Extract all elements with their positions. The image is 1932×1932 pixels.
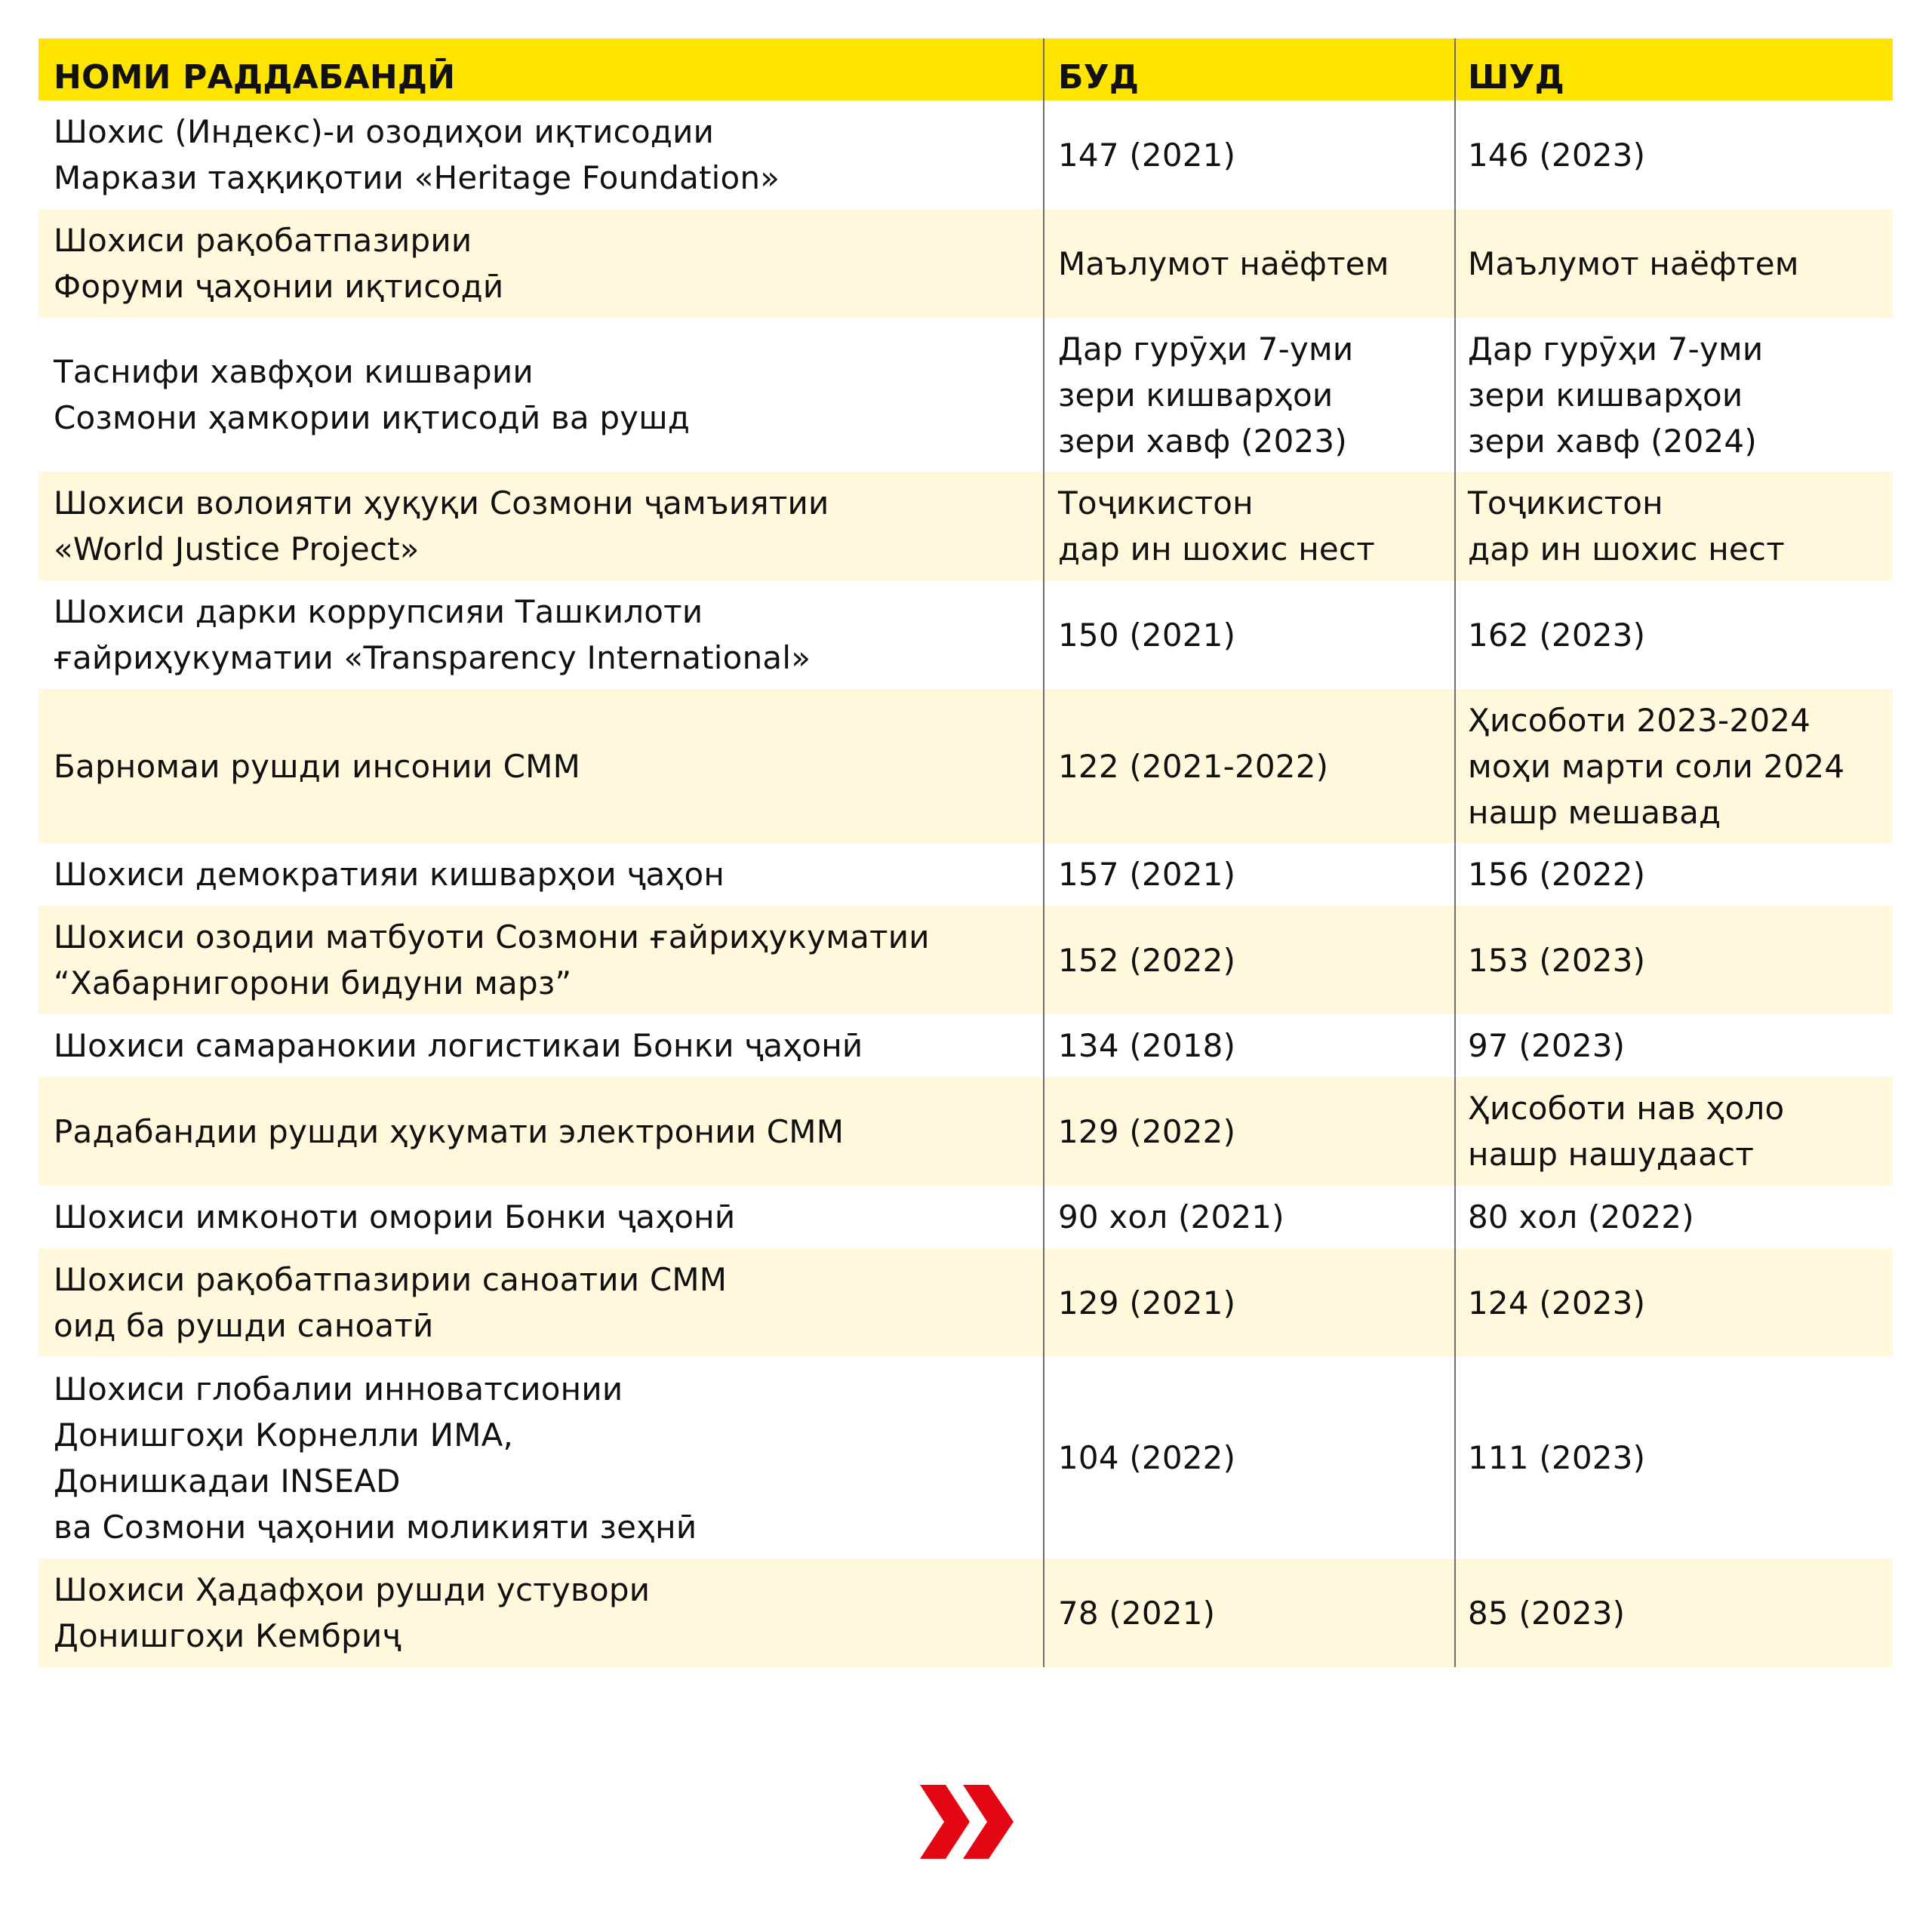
cell-now: 146 (2023) — [1454, 100, 1893, 209]
header-now: ШУД — [1454, 38, 1893, 100]
cell-now: Маълумот наёфтем — [1454, 209, 1893, 318]
cell-ranking-name: Шохиси рақобатпазирии Форуми ҷаҳонии иқтисодӣ — [54, 222, 504, 305]
cell-ranking-name: Шохиси демократияи кишварҳои ҷаҳон — [54, 856, 725, 893]
cell-now: 80 хол (2022) — [1454, 1186, 1893, 1248]
double-chevron-right-icon[interactable] — [920, 1785, 1014, 1859]
cell-ranking-name: Шохиси озодии матбуоти Созмони ғайриҳукуматии “Хабарнигорони бидуни марз” — [54, 918, 930, 1001]
table-row — [38, 100, 1893, 209]
double-chevron-right-icon-graphic — [920, 1785, 1014, 1859]
table-row — [38, 1558, 1893, 1667]
cell-was: 90 хол (2021) — [1043, 1186, 1454, 1248]
table-row — [38, 906, 1893, 1014]
cell-now: Ҳисоботи 2023-2024 моҳи марти соли 2024 нашр мешавад — [1454, 689, 1893, 843]
cell-was: Тоҷикистон дар ин шохис нест — [1043, 472, 1454, 580]
cell-ranking-name: Барномаи рушди инсонии СММ — [54, 747, 581, 785]
cell-now: Ҳисоботи нав ҳоло нашр нашудааст — [1454, 1077, 1893, 1186]
cell-was: 129 (2022) — [1043, 1077, 1454, 1186]
cell-ranking-name: Радабандии рушди ҳукумати электронии СММ — [54, 1112, 844, 1150]
cell-was: 104 (2022) — [1043, 1357, 1454, 1558]
cell-ranking-name: Шохиси Ҳадафҳои рушди устувори Донишгоҳи Кембриҷ — [54, 1571, 651, 1654]
cell-now: 97 (2023) — [1454, 1014, 1893, 1077]
table-row — [38, 1248, 1893, 1357]
table-row — [38, 843, 1893, 906]
cell-now: Тоҷикистон дар ин шохис нест — [1454, 472, 1893, 580]
table-row — [38, 1014, 1893, 1077]
cell-was: 152 (2022) — [1043, 906, 1454, 1014]
cell-ranking-name: Таснифи хавфҳои кишварии Созмони ҳамкории иқтисодӣ ва рушд — [54, 353, 691, 436]
table-row — [38, 472, 1893, 580]
cell-was: 122 (2021-2022) — [1043, 689, 1454, 843]
table-row — [38, 209, 1893, 318]
table-row — [38, 1186, 1893, 1248]
cell-now: 111 (2023) — [1454, 1357, 1893, 1558]
cell-now: 153 (2023) — [1454, 906, 1893, 1014]
cell-was: 147 (2021) — [1043, 100, 1454, 209]
cell-was: Дар гурӯҳи 7-уми зери кишварҳои зери хавф (2023) — [1043, 318, 1454, 472]
cell-now: 124 (2023) — [1454, 1248, 1893, 1357]
cell-ranking-name: Шохиси дарки коррупсияи Ташкилоти ғайриҳукуматии «Transparency International» — [54, 593, 811, 676]
cell-ranking-name: Шохиси имконоти омории Бонки ҷаҳонӣ — [54, 1198, 736, 1235]
cell-now: 85 (2023) — [1454, 1558, 1893, 1667]
table-row — [38, 1077, 1893, 1186]
cell-was: 78 (2021) — [1043, 1558, 1454, 1667]
cell-ranking-name: Шохиси рақобатпазирии саноатии СММ оид ба рушди саноатӣ — [54, 1261, 728, 1344]
cell-ranking-name: Шохис (Индекс)-и озодиҳои иқтисодии Маркази таҳқиқотии «Heritage Foundation» — [54, 113, 780, 196]
cell-now: 156 (2022) — [1454, 843, 1893, 906]
header-was: БУД — [1043, 38, 1454, 100]
table-row — [38, 689, 1893, 843]
header-ranking-name: НОМИ РАДДАБАНДӢ — [54, 58, 456, 97]
table-row — [38, 318, 1893, 472]
table-row — [38, 580, 1893, 689]
cell-ranking-name: Шохиси самаранокии логистикаи Бонки ҷаҳонӣ — [54, 1027, 863, 1064]
cell-ranking-name: Шохиси волоияти ҳуқуқи Созмони ҷамъиятии «World Justice Project» — [54, 485, 829, 568]
cell-now: 162 (2023) — [1454, 580, 1893, 689]
cell-was: 150 (2021) — [1043, 580, 1454, 689]
cell-now: Дар гурӯҳи 7-уми зери кишварҳои зери хавф (2024) — [1454, 318, 1893, 472]
rankings-table — [38, 38, 1893, 1667]
cell-was: 134 (2018) — [1043, 1014, 1454, 1077]
cell-was: 157 (2021) — [1043, 843, 1454, 906]
table-row — [38, 1357, 1893, 1558]
cell-was: 129 (2021) — [1043, 1248, 1454, 1357]
cell-was: Маълумот наёфтем — [1043, 209, 1454, 318]
table-header — [38, 38, 1893, 100]
cell-ranking-name: Шохиси глобалии инноватсионии Донишгоҳи Корнелли ИМА, Донишкадаи INSEAD ва Созмони ҷаҳонии моликияти зеҳнӣ — [54, 1370, 697, 1546]
